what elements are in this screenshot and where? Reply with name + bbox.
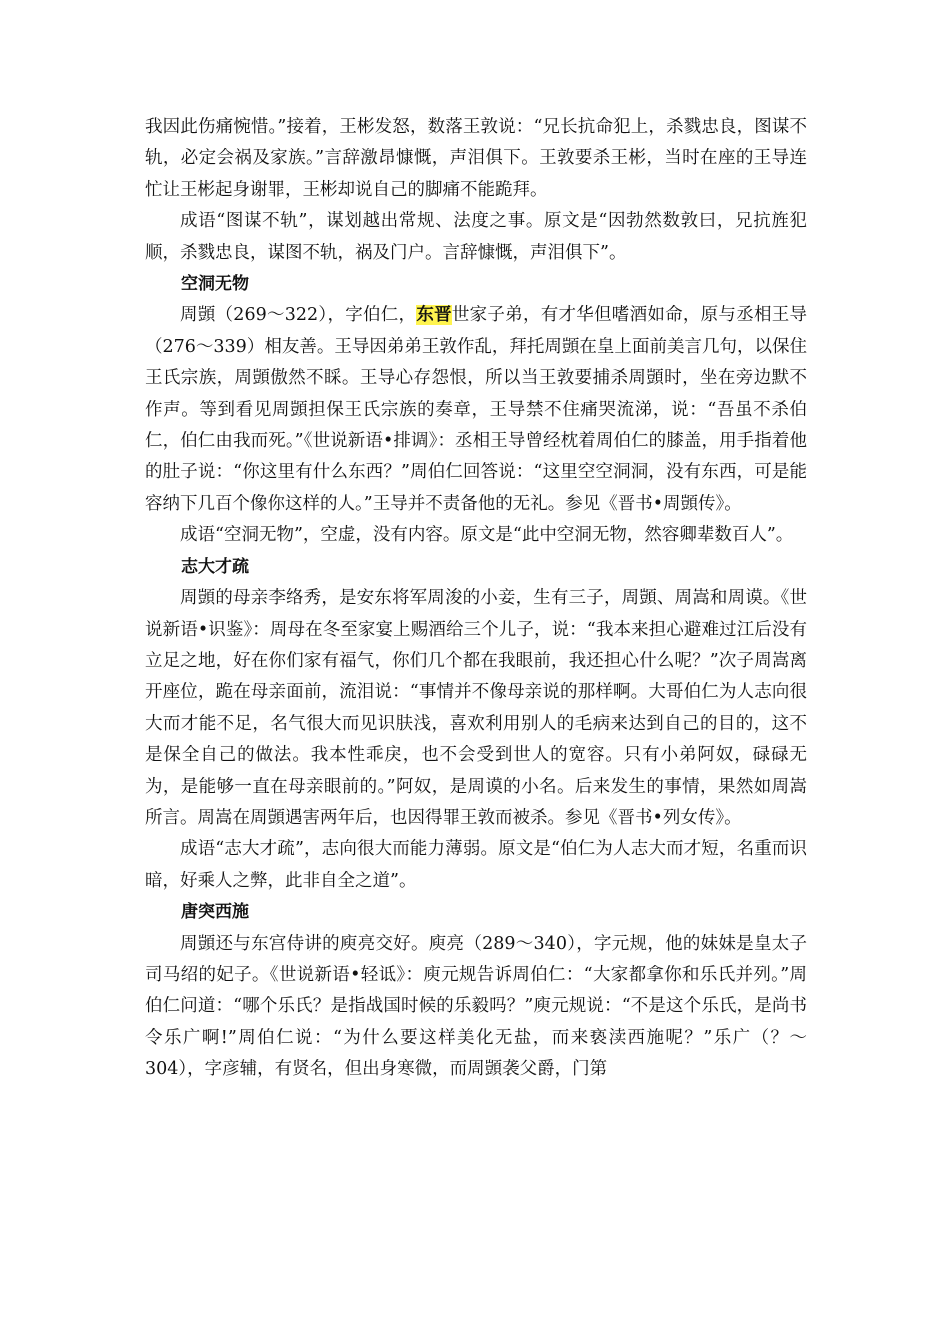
- paragraph: 成语“空洞无物”，空虚，没有内容。原文是“此中空洞无物，然容卿辈数百人”。: [180, 525, 794, 546]
- section-heading: 唐突西施: [181, 902, 249, 923]
- document-page: [145, 112, 807, 1086]
- paragraph-text: 世家子弟，有才华但嗜酒如命，原与丞相王导（276～339）相友善。王导因弟弟王敦作乱，拜托周顗在皇上面前美言几句，以保住王氏宗族，周顗傲然不睬。王导心存怨恨，所以当王敦要捕杀周顗时，坐在旁边默不作声。等到看见周顗担保王氏宗族的奏章，王导禁不住痛哭流涕，说：“吾虽不杀伯仁，伯仁由我而死。”《世说新语•排调》：丞相王导曾经枕着周伯仁的膝盖，用手指着他的肚子说：“你这里有什么东西？”周伯仁回答说：“这里空空洞洞，没有东西，可是能容纳下几百个像你这样的人。”王导并不责备他的无礼。参见《晋书•周顗传》。: [145, 305, 808, 514]
- paragraph: 成语“志大才疏”，志向很大而能力薄弱。原文是“伯仁为人志大而才短，名重而识暗，好乘人之弊，此非自全之道”。: [145, 839, 807, 891]
- paragraph: 我因此伤痛惋惜。”接着，王彬发怒，数落王敦说：“兄长抗命犯上，杀戮忠良，图谋不轨，必定会祸及家族。”言辞激昂慷慨，声泪俱下。王敦要杀王彬，当时在座的王导连忙让王彬起身谢罪，王彬却说自己的脚痛不能跪拜。: [145, 117, 807, 200]
- paragraph-text: 周顗（269～322），字伯仁，: [180, 305, 417, 326]
- paragraph: 周顗的母亲李络秀，是安东将军周浚的小妾，生有三子，周顗、周嵩和周谟。《世说新语•识鉴》：周母在冬至家宴上赐酒给三个儿子，说：“我本来担心避难过江后没有立足之地，好在你们家有福气，你们几个都在我眼前，我还担心什么呢？”次子周嵩离开座位，跪在母亲面前，流泪说：“事情并不像母亲说的那样啊。大哥伯仁为人志向很大而才能不足，名气很大而见识肤浅，喜欢利用别人的毛病来达到自己的目的，这不是保全自己的做法。我本性乖戾，也不会受到世人的宽容。只有小弟阿奴，碌碌无为，是能够一直在母亲眼前的。”阿奴，是周谟的小名。后来发生的事情，果然如周嵩所言。周嵩在周顗遇害两年后，也因得罪王敦而被杀。参见《晋书•列女传》。: [145, 588, 807, 828]
- highlighted-term: 东晋: [416, 305, 452, 326]
- section-heading: 空洞无物: [181, 274, 249, 295]
- paragraph: 成语“图谋不轨”，谋划越出常规、法度之事。原文是“因勃然数敦曰，兄抗旌犯顺，杀戮忠良，谋图不轨，祸及门户。言辞慷慨，声泪俱下”。: [145, 211, 807, 263]
- section-heading: 志大才疏: [181, 556, 249, 577]
- paragraph: 周顗还与东宫侍讲的庾亮交好。庾亮（289～340），字元规，他的妹妹是皇太子司马绍的妃子。《世说新语•轻诋》：庾元规告诉周伯仁：“大家都拿你和乐氏并列。”周伯仁问道：“哪个乐氏？是指战国时候的乐毅吗？”庾元规说：“不是这个乐氏，是尚书令乐广啊!”周伯仁说：“为什么要这样美化无盐，而来亵渎西施呢？”乐广（？～304），字彦辅，有贤名，但出身寒微，而周顗袭父爵，门第: [145, 933, 807, 1080]
- paragraph: [145, 300, 807, 520]
